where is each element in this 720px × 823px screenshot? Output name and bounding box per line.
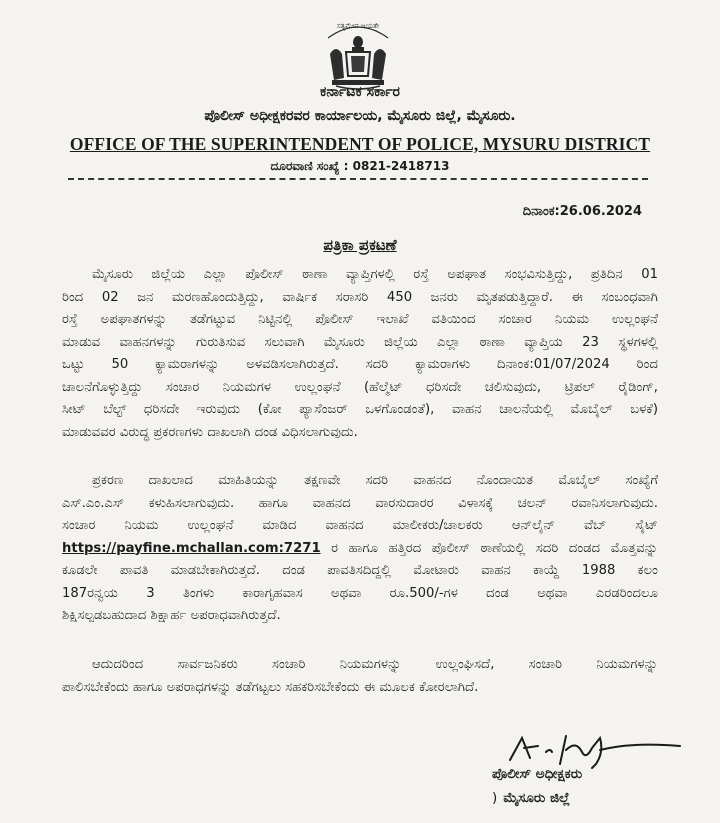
signature-place: ) ಮೈಸೂರು ಜಿಲ್ಲೆ xyxy=(492,790,570,806)
para1-line: ಮೈಸೂರು ಜಿಲ್ಲೆಯ ಎಲ್ಲಾ ಪೊಲೀಸ್ ಠಾಣಾ ವ್ಯಾಪ್ತಿಗಳಲ್ಲಿ ರಸ್ತೆ ಅಪಘಾತ ಸಂಭವಿಸುತ್ತಿದ್ದು, ಪ್ರತಿದಿನ 01 xyxy=(92,267,658,282)
paragraph-2 xyxy=(62,470,658,628)
signature-title: ಪೊಲೀಸ್ ಅಧೀಕ್ಷಕರು xyxy=(492,766,583,782)
state-government: ಕರ್ನಾಟಕ ಸರ್ಕಾರ xyxy=(320,84,400,100)
para1-line: ರಿಂದ 02 ಜನ ಮರಣಹೊಂದುತ್ತಿದ್ದು, ವಾರ್ಷಿಕ ಸರಾಸರಿ 450 ಜನರು ಮೃತಪಡುತ್ತಿದ್ದಾರೆ. ಈ ಸಂಬಂಧವಾಗಿ xyxy=(62,289,658,305)
emblem-motto: ಸತ್ಯಮೇವ ಜಯತೇ xyxy=(336,22,380,30)
para1-line: ಒಟ್ಟು 50 ಕ್ಯಾಮರಾಗಳನ್ನು ಅಳವಡಿಸಲಾಗಿರುತ್ತದೆ. ಸದರಿ ಕ್ಯಾಮರಾಗಳು ದಿನಾಂಕ:01/07/2024 ರಿಂದ xyxy=(62,357,658,372)
para2-line: ಸಂಚಾರ ನಿಯಮ ಉಲ್ಲಂಘನೆ ಮಾಡಿದ ವಾಹನದ ಮಾಲೀಕರು/ಚಾಲಕರು ಆನ್‌ಲೈನ್ ವೆಬ್ ಸೈಟ್ xyxy=(62,518,658,533)
signature-block xyxy=(470,730,710,820)
header-divider xyxy=(68,178,648,180)
office-name-english: OFFICE OF THE SUPERINTENDENT OF POLICE, MYSURU DISTRICT xyxy=(69,134,651,154)
phone-number: ದೂರವಾಣಿ ಸಂಖ್ಯೆ : 0821-2418713 xyxy=(270,159,450,173)
para3-line: ಆದುದರಿಂದ ಸಾರ್ವಜನಿಕರು ಸಂಚಾರಿ ನಿಯಮಗಳನ್ನು ಉಲ್ಲಂಘಿಸದೆ, ಸಂಚಾರಿ ನಿಯಮಗಳನ್ನು xyxy=(92,657,658,672)
office-name-kannada: ಪೊಲೀಸ್ ಅಧೀಕ್ಷಕರವರ ಕಾರ್ಯಾಲಯ, ಮೈಸೂರು ಜಿಲ್ಲೆ, ಮೈಸೂರು. xyxy=(204,108,516,124)
para1-line: ಚಾಲನೆಗೊಳ್ಳುತ್ತಿದ್ದು ಸಂಚಾರ ನಿಯಮಗಳ ಉಲ್ಲಂಘನೆ (ಹೆಲ್ಮೆಟ್ ಧರಿಸದೇ ಚಲಿಸುವುದು, ಟ್ರಿಪಲ್ ರೈಡಿಂಗ್, xyxy=(62,379,658,395)
para2-line: ಕೂಡಲೇ ಪಾವತಿ ಮಾಡಬೇಕಾಗಿರುತ್ತದೆ. ದಂಡ ಪಾವತಿಸದಿದ್ದಲ್ಲಿ ಮೋಟಾರು ವಾಹನ ಕಾಯ್ದೆ 1988 ಕಲಂ xyxy=(62,563,658,578)
paragraph-3 xyxy=(62,654,658,699)
para1-line: ಮಾಡುವವರ ವಿರುದ್ಧ ಪ್ರಕರಣಗಳು ದಾಖಲಾಗಿ ದಂಡ ವಿಧಿಸಲಾಗುವುದು. xyxy=(62,424,358,440)
para2-url-suffix: ರ ಹಾಗೂ ಹತ್ತಿರದ ಪೊಲೀಸ್ ಠಾಣೆಯಲ್ಲಿ ಸದರಿ ದಂಡದ ಮೊತ್ತವನ್ನು xyxy=(320,540,658,556)
para3-line: ಪಾಲಿಸಬೇಕೆಂದು ಹಾಗೂ ಅಪರಾಧಗಳನ್ನು ತಡೆಗಟ್ಟಲು ಸಹಕರಿಸಬೇಕೆಂದು ಈ ಮೂಲಕ ಕೋರಲಾಗಿದೆ. xyxy=(62,679,479,695)
document-heading: ಪತ್ರಿಕಾ ಪ್ರಕಟಣೆ xyxy=(323,236,397,254)
para1-line: ಸೀಟ್ ಬೆಲ್ಟ್ ಧರಿಸದೇ ಇರುವುದು (ಕೋ ಪ್ಯಾಸೆಂಜರ್ ಒಳಗೊಂಡಂತೆ), ವಾಹನ ಚಾಲನೆಯಲ್ಲಿ ಮೊಬೈಲ್ ಬಳಕೆ) xyxy=(62,402,658,417)
paragraph-1 xyxy=(62,264,658,444)
karnataka-emblem-icon xyxy=(308,14,408,94)
para2-line: ಎಸ್.ಎಂ.ಎಸ್ ಕಳುಹಿಸಲಾಗುವುದು. ಹಾಗೂ ವಾಹನದ ವಾರಸುದಾರರ ವಿಳಾಸಕ್ಕೆ ಚಲನ್ ರವಾನಿಸಲಾಗುವುದು. xyxy=(62,495,658,511)
document-date: ದಿನಾಂಕ:26.06.2024 xyxy=(522,204,642,219)
para2-url-line xyxy=(62,538,658,561)
payfine-link[interactable]: https://payfine.mchallan.com:7271 xyxy=(62,540,321,556)
signature-scribble-icon xyxy=(500,730,690,770)
para1-line: ರಸ್ತೆ ಅಪಘಾತಗಳನ್ನು ತಡೆಗಟ್ಟುವ ನಿಟ್ಟಿನಲ್ಲಿ ಪೊಲೀಸ್ ಇಲಾಖೆ ವತಿಯಿಂದ ಸಂಚಾರ ನಿಯಮ ಉಲ್ಲಂಘನೆ xyxy=(62,312,658,327)
para2-line: 187ರನ್ವಯ 3 ತಿಂಗಳು ಕಾರಾಗೃಹವಾಸ ಅಥವಾ ರೂ.500/-ಗಳ ದಂಡ ಅಥವಾ ಎರಡರಿಂದಲೂ xyxy=(62,585,658,601)
para2-line: ಶಿಕ್ಷಿಸಲ್ಪಡಬಹುದಾದ ಶಿಕ್ಷಾರ್ಹ ಅಪರಾಧವಾಗಿರುತ್ತದೆ. xyxy=(62,608,281,623)
para1-line: ಮಾಡುವ ವಾಹನಗಳನ್ನು ಗುರುತಿಸುವ ಸಲುವಾಗಿ ಮೈಸೂರು ಜಿಲ್ಲೆಯ ಎಲ್ಲಾ ಠಾಣಾ ವ್ಯಾಪ್ತಿಯ 23 ಸ್ಥಳಗಳಲ್ಲಿ xyxy=(62,334,658,350)
para2-line: ಪ್ರಕರಣ ದಾಖಲಾದ ಮಾಹಿತಿಯನ್ನು ತಕ್ಷಣವೇ ಸದರಿ ವಾಹನದ ನೊಂದಾಯಿತ ಮೊಬೈಲ್ ಸಂಖ್ಯೆಗೆ xyxy=(92,473,658,488)
signature-place-text: ಮೈಸೂರು ಜಿಲ್ಲೆ xyxy=(503,790,570,806)
